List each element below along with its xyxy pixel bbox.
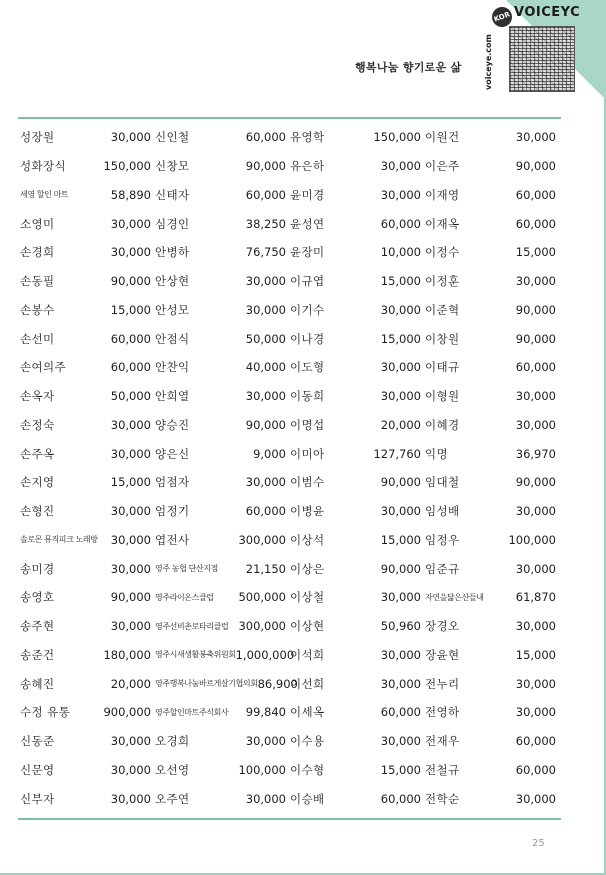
voiceye-code-image — [509, 26, 575, 92]
donor-name: 이상석 — [290, 532, 325, 547]
donor-entry — [20, 152, 155, 181]
donor-name: 신창모 — [155, 159, 190, 174]
donor-entry — [20, 526, 155, 555]
donation-amount: 50,960 — [380, 619, 421, 634]
donor-entry — [155, 583, 290, 612]
donor-entry — [290, 526, 425, 555]
donation-amount: 30,000 — [515, 417, 556, 432]
donor-name: 임정우 — [425, 532, 460, 547]
donation-amount: 30,000 — [245, 389, 286, 404]
donor-entry — [155, 669, 298, 698]
donor-name: 손옥자 — [20, 389, 55, 404]
donor-name: 송영호 — [20, 590, 55, 605]
donor-name: 임대철 — [425, 475, 460, 490]
donor-entry — [290, 468, 425, 497]
donor-entry — [290, 152, 425, 181]
donor-name: 영주선비촌로타리클럽 — [155, 621, 229, 631]
donation-amount: 30,000 — [110, 504, 151, 519]
donor-name: 안찬익 — [155, 360, 190, 375]
donation-amount: 60,000 — [380, 791, 421, 806]
donor-entry — [290, 411, 425, 440]
donation-amount: 60,000 — [380, 705, 421, 720]
donor-name: 이범수 — [290, 475, 325, 490]
donation-amount: 150,000 — [103, 159, 151, 174]
donation-amount: 15,000 — [380, 331, 421, 346]
voiceye-website: voiceye.com — [484, 34, 493, 90]
donor-entry — [425, 324, 560, 353]
donor-entry — [290, 497, 425, 526]
donor-entry — [155, 612, 290, 641]
donor-entry — [20, 468, 155, 497]
donor-name: 안희열 — [155, 389, 190, 404]
donation-amount: 30,000 — [380, 647, 421, 662]
donor-entry — [290, 123, 425, 152]
donor-entry — [425, 497, 560, 526]
donor-entry — [20, 439, 155, 468]
donor-entry — [290, 727, 425, 756]
donation-amount: 61,870 — [515, 590, 556, 605]
donor-entry — [290, 698, 425, 727]
donation-amount: 90,000 — [110, 274, 151, 289]
donation-amount: 30,000 — [515, 705, 556, 720]
donor-entry — [425, 353, 560, 382]
donation-amount: 90,000 — [245, 159, 286, 174]
donor-name: 영주 농협 단산지점 — [155, 564, 218, 574]
donor-entry — [425, 727, 560, 756]
donation-amount: 76,750 — [245, 245, 286, 260]
donor-name: 이명섭 — [290, 417, 325, 432]
donor-entry — [20, 382, 155, 411]
donor-name: 양승진 — [155, 417, 190, 432]
donor-entry — [155, 267, 290, 296]
donor-entry — [290, 181, 425, 210]
donor-name: 오주연 — [155, 791, 190, 806]
donation-amount: 90,000 — [245, 417, 286, 432]
donor-name: 전누리 — [425, 676, 460, 691]
donor-entry — [20, 353, 155, 382]
donor-name: 손봉수 — [20, 302, 55, 317]
donor-name: 이창원 — [425, 331, 460, 346]
donor-entry — [425, 583, 560, 612]
donation-amount: 30,000 — [380, 360, 421, 375]
donation-amount: 60,000 — [515, 216, 556, 231]
donation-amount: 30,000 — [110, 619, 151, 634]
donor-entry — [20, 267, 155, 296]
donor-entry — [155, 123, 290, 152]
donor-name: 이준혁 — [425, 302, 460, 317]
donor-name: 이상현 — [290, 619, 325, 634]
donor-name: 이세옥 — [290, 705, 325, 720]
donor-entry — [290, 209, 425, 238]
donation-amount: 30,000 — [515, 274, 556, 289]
donor-name: 이형원 — [425, 389, 460, 404]
donation-amount: 50,000 — [110, 389, 151, 404]
donor-name: 손여의주 — [20, 360, 67, 375]
donor-entry — [425, 784, 560, 813]
donation-amount: 15,000 — [380, 274, 421, 289]
donor-name: 전철규 — [425, 762, 460, 777]
donor-entry — [425, 669, 560, 698]
donor-entry — [425, 267, 560, 296]
donor-name: 심경인 — [155, 216, 190, 231]
donor-entry — [20, 324, 155, 353]
donor-entry — [20, 123, 155, 152]
donation-amount: 15,000 — [110, 302, 151, 317]
donor-name: 이상은 — [290, 561, 325, 576]
donor-entry — [20, 727, 155, 756]
donor-entry — [155, 554, 290, 583]
voiceye-logo: VOICEYC — [514, 5, 581, 20]
donation-amount: 150,000 — [373, 130, 421, 145]
donor-entry — [20, 641, 155, 670]
donor-entry — [425, 296, 560, 325]
donor-name: 유영학 — [290, 130, 325, 145]
donor-name: 윤성연 — [290, 216, 325, 231]
donation-amount: 30,000 — [110, 762, 151, 777]
donation-amount: 30,000 — [110, 734, 151, 749]
donor-name: 이승배 — [290, 791, 325, 806]
donor-entry — [290, 612, 425, 641]
donor-name: 이석희 — [290, 647, 325, 662]
donation-amount: 30,000 — [380, 590, 421, 605]
donor-name: 장윤현 — [425, 647, 460, 662]
donation-amount: 60,000 — [245, 504, 286, 519]
donation-amount: 30,000 — [110, 245, 151, 260]
donor-entry — [425, 756, 560, 785]
donation-amount: 30,000 — [515, 561, 556, 576]
donation-amount: 90,000 — [515, 302, 556, 317]
donor-entry — [425, 526, 560, 555]
donor-name: 이혜경 — [425, 417, 460, 432]
donation-amount: 9,000 — [253, 446, 286, 461]
donor-entry — [425, 382, 560, 411]
donor-entry — [20, 612, 155, 641]
donor-entry — [290, 669, 425, 698]
donation-amount: 90,000 — [515, 475, 556, 490]
top-divider — [18, 117, 561, 119]
donor-entry — [425, 468, 560, 497]
donation-amount: 38,250 — [245, 216, 286, 231]
donor-name: 송혜진 — [20, 676, 55, 691]
donation-amount: 30,000 — [380, 504, 421, 519]
donor-name: 이미아 — [290, 446, 325, 461]
donor-entry — [20, 238, 155, 267]
donation-amount: 90,000 — [110, 590, 151, 605]
donation-amount: 86,900 — [257, 676, 298, 691]
donor-name: 이선희 — [290, 676, 325, 691]
donor-name: 손경희 — [20, 245, 55, 260]
donation-amount: 15,000 — [515, 647, 556, 662]
donor-entry — [155, 784, 290, 813]
donor-entry — [155, 181, 290, 210]
donation-amount: 15,000 — [380, 532, 421, 547]
donor-name: 안성모 — [155, 302, 190, 317]
donor-name: 전영하 — [425, 705, 460, 720]
donor-entry — [290, 583, 425, 612]
donor-entry — [20, 296, 155, 325]
donor-name: 손형진 — [20, 504, 55, 519]
donor-entry — [20, 554, 155, 583]
donor-entry — [20, 784, 155, 813]
donor-name: 이재영 — [425, 187, 460, 202]
donor-entry — [155, 238, 290, 267]
donor-name: 이재옥 — [425, 216, 460, 231]
donor-entry — [290, 439, 425, 468]
donation-amount: 90,000 — [380, 475, 421, 490]
donor-entry — [20, 209, 155, 238]
donation-amount: 60,000 — [380, 216, 421, 231]
donor-entry — [290, 353, 425, 382]
donor-entry — [290, 554, 425, 583]
donor-entry — [155, 324, 290, 353]
donor-name: 이상철 — [290, 590, 325, 605]
donor-name: 영주라이온스클럽 — [155, 592, 214, 602]
donation-amount: 90,000 — [515, 331, 556, 346]
donation-amount: 30,000 — [110, 130, 151, 145]
donor-entry — [425, 439, 560, 468]
donation-amount: 180,000 — [103, 647, 151, 662]
donation-amount: 30,000 — [515, 504, 556, 519]
donor-entry — [20, 669, 155, 698]
donor-entry — [20, 411, 155, 440]
donation-amount: 99,840 — [245, 705, 286, 720]
donation-amount: 60,000 — [245, 130, 286, 145]
donor-name: 전학순 — [425, 791, 460, 806]
donor-name: 오경희 — [155, 734, 190, 749]
donor-name: 이은주 — [425, 159, 460, 174]
donor-entry — [155, 641, 295, 670]
donor-name: 안점식 — [155, 331, 190, 346]
donor-entry — [290, 784, 425, 813]
donation-amount: 300,000 — [238, 532, 286, 547]
donor-name: 성장원 — [20, 130, 55, 145]
donor-entry — [155, 756, 290, 785]
donor-entry — [425, 411, 560, 440]
donation-amount: 15,000 — [110, 475, 151, 490]
donor-entry — [155, 497, 290, 526]
donation-amount: 30,000 — [245, 274, 286, 289]
donation-amount: 30,000 — [110, 446, 151, 461]
donation-amount: 15,000 — [515, 245, 556, 260]
donor-entry — [155, 152, 290, 181]
donation-amount: 100,000 — [238, 762, 286, 777]
donation-amount: 127,760 — [373, 446, 421, 461]
donor-name: 송미경 — [20, 561, 55, 576]
donor-name: 이병윤 — [290, 504, 325, 519]
bottom-divider — [18, 818, 561, 820]
donation-amount: 30,000 — [515, 389, 556, 404]
donation-amount: 30,000 — [515, 130, 556, 145]
donor-entry — [290, 296, 425, 325]
donor-name: 이정수 — [425, 245, 460, 260]
donor-entry — [155, 382, 290, 411]
donation-amount: 30,000 — [515, 619, 556, 634]
donation-amount: 30,000 — [245, 302, 286, 317]
donation-amount: 60,000 — [110, 360, 151, 375]
donor-name: 유은하 — [290, 159, 325, 174]
donor-name: 이원건 — [425, 130, 460, 145]
donation-amount: 58,890 — [110, 187, 151, 202]
donation-amount: 90,000 — [515, 159, 556, 174]
donor-name: 이도형 — [290, 360, 325, 375]
donor-name: 임준규 — [425, 561, 460, 576]
donation-amount: 60,000 — [515, 734, 556, 749]
donation-amount: 60,000 — [515, 762, 556, 777]
donor-entry — [290, 756, 425, 785]
donation-amount: 20,000 — [380, 417, 421, 432]
donor-name: 손정숙 — [20, 417, 55, 432]
page-header-title: 행복나눔 향기로운 삶 — [355, 61, 462, 74]
donor-name: 엄정기 — [155, 504, 190, 519]
donor-entry — [155, 439, 290, 468]
donor-name: 신문영 — [20, 762, 55, 777]
donor-name: 이수용 — [290, 734, 325, 749]
donor-name: 윤미경 — [290, 187, 325, 202]
donation-amount: 30,000 — [515, 676, 556, 691]
donor-name: 송준건 — [20, 647, 55, 662]
donor-entry — [425, 698, 560, 727]
donor-name: 손동필 — [20, 274, 55, 289]
donor-name: 이기수 — [290, 302, 325, 317]
donor-name: 손주옥 — [20, 446, 55, 461]
donor-name: 신동준 — [20, 734, 55, 749]
donor-entry — [290, 324, 425, 353]
donor-entry — [290, 267, 425, 296]
donation-amount: 500,000 — [238, 590, 286, 605]
donation-amount: 60,000 — [245, 187, 286, 202]
donor-entry — [20, 756, 155, 785]
donor-entry — [425, 641, 560, 670]
donor-name: 손선미 — [20, 331, 55, 346]
donor-name: 전재우 — [425, 734, 460, 749]
donor-name: 이수형 — [290, 762, 325, 777]
donor-name: 엽전사 — [155, 532, 190, 547]
donor-name: 엄점자 — [155, 475, 190, 490]
donation-amount: 60,000 — [515, 187, 556, 202]
donor-entry — [290, 641, 425, 670]
donor-entry — [20, 181, 155, 210]
donation-amount: 30,000 — [110, 216, 151, 231]
donor-name: 세영 할인 마트 — [20, 190, 69, 200]
donor-name: 익명 — [425, 446, 449, 461]
donation-amount: 30,000 — [110, 561, 151, 576]
donor-name: 이동희 — [290, 389, 325, 404]
donation-amount: 300,000 — [238, 619, 286, 634]
donation-amount: 40,000 — [245, 360, 286, 375]
page-number: 25 — [532, 838, 545, 849]
donor-name: 신부자 — [20, 791, 55, 806]
donor-name: 이규엽 — [290, 274, 325, 289]
donor-name: 성화장식 — [20, 159, 67, 174]
donor-name: 이나경 — [290, 331, 325, 346]
donation-amount: 30,000 — [110, 791, 151, 806]
donor-name: 소영미 — [20, 216, 55, 231]
donation-amount: 50,000 — [245, 331, 286, 346]
donation-amount: 21,150 — [245, 561, 286, 576]
donor-entry — [20, 698, 155, 727]
donation-amount: 30,000 — [380, 187, 421, 202]
donation-amount: 20,000 — [110, 676, 151, 691]
donor-entry — [155, 411, 290, 440]
donor-name: 영주행복나눔바르게살기협의회 — [155, 679, 258, 689]
donor-name: 신태자 — [155, 187, 190, 202]
donation-amount: 30,000 — [110, 532, 151, 547]
donor-entry — [20, 583, 155, 612]
donation-amount: 36,970 — [515, 446, 556, 461]
donor-name: 자연을닮은산들내 — [425, 592, 484, 602]
donor-name: 영주시새생활봉축위원회 — [155, 650, 236, 660]
donor-entry — [425, 209, 560, 238]
donor-entry — [425, 181, 560, 210]
donor-name: 이태규 — [425, 360, 460, 375]
donation-amount: 900,000 — [103, 705, 151, 720]
donation-amount: 60,000 — [110, 331, 151, 346]
donor-entry — [155, 468, 290, 497]
donor-name: 장경오 — [425, 619, 460, 634]
donor-name: 솔로몬 뮤직피크 노래방 — [20, 535, 98, 545]
donor-entry — [425, 238, 560, 267]
donor-name: 윤장미 — [290, 245, 325, 260]
donor-entry — [155, 526, 290, 555]
donation-amount: 90,000 — [380, 561, 421, 576]
donation-amount: 30,000 — [380, 676, 421, 691]
donor-list — [20, 123, 560, 813]
donation-amount: 30,000 — [245, 791, 286, 806]
donation-amount: 30,000 — [380, 302, 421, 317]
donation-amount: 30,000 — [380, 734, 421, 749]
donor-entry — [425, 612, 560, 641]
donation-amount: 30,000 — [515, 791, 556, 806]
donation-amount: 30,000 — [380, 389, 421, 404]
donation-amount: 30,000 — [380, 159, 421, 174]
donor-name: 손지영 — [20, 475, 55, 490]
donation-amount: 30,000 — [110, 417, 151, 432]
donor-name: 영주할인마트주식회사 — [155, 707, 229, 717]
donation-amount: 1,000,000 — [235, 647, 295, 662]
donor-name: 안병하 — [155, 245, 190, 260]
donation-amount: 30,000 — [245, 734, 286, 749]
donor-entry — [155, 698, 290, 727]
donation-amount: 60,000 — [515, 360, 556, 375]
kor-badge: KOR — [489, 4, 515, 30]
donor-entry — [155, 296, 290, 325]
donation-amount: 100,000 — [508, 532, 556, 547]
donor-name: 수정 유통 — [20, 705, 71, 720]
donor-entry — [290, 382, 425, 411]
donor-name: 임성배 — [425, 504, 460, 519]
donor-entry — [425, 554, 560, 583]
donor-entry — [155, 209, 290, 238]
donor-name: 오선영 — [155, 762, 190, 777]
donor-name: 이정훈 — [425, 274, 460, 289]
donor-name: 신인철 — [155, 130, 190, 145]
donor-entry — [155, 727, 290, 756]
donor-entry — [290, 238, 425, 267]
donor-entry — [425, 152, 560, 181]
donor-name: 양은신 — [155, 446, 190, 461]
donation-amount: 10,000 — [380, 245, 421, 260]
donor-name: 송주현 — [20, 619, 55, 634]
donor-entry — [155, 353, 290, 382]
donor-entry — [20, 497, 155, 526]
donor-name: 안상현 — [155, 274, 190, 289]
donor-entry — [425, 123, 560, 152]
donation-amount: 15,000 — [380, 762, 421, 777]
donation-amount: 30,000 — [245, 475, 286, 490]
